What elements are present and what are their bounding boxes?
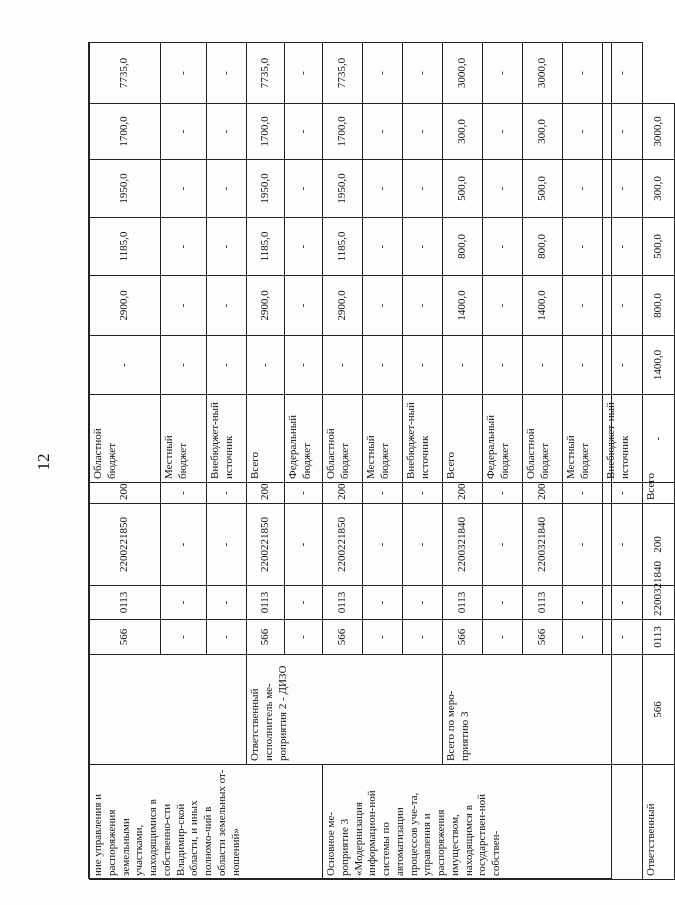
cell-dash: - (563, 483, 603, 504)
cell-source: Областной бюджет (323, 395, 363, 483)
cell-value: 1400,0 (523, 276, 563, 336)
cell-dash: - (285, 483, 323, 504)
cell-dash: - (161, 620, 207, 655)
cell-dash: - (563, 104, 603, 160)
cell-value: 2900,0 (247, 276, 285, 336)
budget-table (88, 42, 664, 879)
cell-dash: - (403, 483, 443, 504)
cell-dash: - (363, 483, 403, 504)
cell-vr: 200 (90, 483, 161, 504)
cell-dash: - (443, 336, 483, 395)
cell-dash: - (483, 276, 523, 336)
cell-value: 500,0 (523, 160, 563, 218)
cell-dash: - (403, 218, 443, 276)
cell-dash: - (643, 395, 675, 483)
cell-dash: - (563, 160, 603, 218)
cell-value: 300,0 (643, 160, 675, 218)
cell-dash: - (403, 160, 443, 218)
cell-grbs: 566 (443, 620, 483, 655)
cell-dash: - (603, 586, 643, 620)
cell-dash: - (161, 336, 207, 395)
cell-dash: - (363, 160, 403, 218)
cell-value: 1185,0 (90, 218, 161, 276)
cell-dash: - (207, 336, 247, 395)
cell-value: 300,0 (523, 104, 563, 160)
cell-dash: - (363, 218, 403, 276)
table-row (90, 43, 161, 880)
cell-dash: - (161, 276, 207, 336)
cell-dash: - (563, 620, 603, 655)
cell-dash: - (403, 104, 443, 160)
cell-value: 7735,0 (90, 43, 161, 104)
cell-dash: - (207, 483, 247, 504)
cell-dash: - (207, 104, 247, 160)
page-number: 12 (34, 453, 53, 471)
cell-dash: - (323, 336, 363, 395)
cell-main-event-3-name: Основное ме-роприятие 3 «Модернизация информацион-ной системы по автоматизации процессов уче-та, управления и распоряжения имуществом, находящимся в государствен-ной собствен- (323, 765, 643, 880)
cell-dash: - (563, 586, 603, 620)
cell-dash: - (483, 620, 523, 655)
cell-dash: - (563, 336, 603, 395)
cell-dash: - (207, 620, 247, 655)
cell-vr: 200 (323, 483, 363, 504)
cell-dash: - (523, 336, 563, 395)
cell-source: Областной бюджет (90, 395, 161, 483)
cell-dash: - (161, 504, 207, 586)
cell-dash: - (603, 160, 643, 218)
cell-grbs: 566 (643, 655, 675, 765)
cell-dash: - (603, 104, 643, 160)
cell-source: Внебюджет-ный источник (603, 395, 643, 483)
cell-dash: - (483, 160, 523, 218)
cell-rzpr: 0113 (323, 586, 363, 620)
cell-vr: 200 (643, 504, 675, 586)
cell-dash: - (603, 276, 643, 336)
cell-value: 500,0 (643, 218, 675, 276)
cell-dash: - (483, 43, 523, 104)
cell-grbs: 566 (523, 620, 563, 655)
cell-value: 1700,0 (247, 104, 285, 160)
cell-dash: - (207, 160, 247, 218)
cell-rzpr: 0113 (90, 586, 161, 620)
cell-dash: - (363, 336, 403, 395)
cell-dash: - (603, 504, 643, 586)
cell-dash: - (363, 276, 403, 336)
cell-main-event-2-name: ние управления и распоряжения земельными участками, находящимися в собственно-сти Владимир-ской области, и иных полномо-чий в области земельных от-ношений» (90, 765, 323, 880)
cell-source: Местный бюджет (363, 395, 403, 483)
cell-dash: - (161, 586, 207, 620)
cell-value: 800,0 (523, 218, 563, 276)
cell-source: Федеральный бюджет (483, 395, 523, 483)
cell-source: Всего (443, 395, 483, 483)
cell-empty (90, 655, 247, 765)
cell-rzpr: 0113 (643, 620, 675, 655)
cell-csr: 2200321840 (643, 586, 675, 620)
cell-dash: - (363, 586, 403, 620)
cell-dash: - (207, 586, 247, 620)
cell-dash: - (483, 218, 523, 276)
cell-vr: 200 (443, 483, 483, 504)
cell-dash: - (563, 43, 603, 104)
cell-dash: - (285, 620, 323, 655)
table-row (247, 43, 285, 880)
cell-rzpr: 0113 (443, 586, 483, 620)
cell-dash: - (161, 483, 207, 504)
cell-dash: - (483, 483, 523, 504)
cell-dash: - (207, 504, 247, 586)
cell-dash: - (161, 43, 207, 104)
cell-source: Внебюджет-ный источник (207, 395, 247, 483)
cell-dash: - (207, 43, 247, 104)
cell-value: 1950,0 (323, 160, 363, 218)
cell-dash: - (403, 336, 443, 395)
cell-rzpr: 0113 (523, 586, 563, 620)
cell-csr: 2200321840 (443, 504, 483, 586)
cell-source: Всего (247, 395, 285, 483)
cell-value: 1950,0 (90, 160, 161, 218)
cell-value: 7735,0 (323, 43, 363, 104)
cell-vr: 200 (523, 483, 563, 504)
cell-value: 3000,0 (443, 43, 483, 104)
cell-csr: 2200221850 (90, 504, 161, 586)
cell-value: 3000,0 (643, 104, 675, 160)
cell-dash: - (603, 218, 643, 276)
cell-dash: - (161, 218, 207, 276)
cell-value: 1185,0 (247, 218, 285, 276)
cell-dash: - (563, 218, 603, 276)
cell-responsible: Ответственный исполнитель ме-роприятия 2 - ДИЗО (247, 655, 443, 765)
cell-dash: - (563, 504, 603, 586)
cell-value: 800,0 (443, 218, 483, 276)
table-row (443, 43, 483, 880)
cell-csr: 2200221850 (323, 504, 363, 586)
cell-dash: - (285, 504, 323, 586)
cell-source: Всего (643, 483, 675, 504)
cell-value: 1950,0 (247, 160, 285, 218)
cell-dash: - (285, 336, 323, 395)
cell-grbs: 566 (323, 620, 363, 655)
cell-dash: - (363, 104, 403, 160)
cell-dash: - (563, 276, 603, 336)
cell-value: 1700,0 (323, 104, 363, 160)
cell-source: Областной бюджет (523, 395, 563, 483)
cell-dash: - (247, 336, 285, 395)
cell-dash: - (403, 586, 443, 620)
cell-dash: - (285, 43, 323, 104)
cell-dash: - (483, 104, 523, 160)
cell-dash: - (285, 104, 323, 160)
cell-source: Местный бюджет (563, 395, 603, 483)
cell-dash: - (161, 160, 207, 218)
cell-value: 1400,0 (643, 336, 675, 395)
table-row (643, 43, 675, 880)
cell-grbs: 566 (90, 620, 161, 655)
cell-value: 1185,0 (323, 218, 363, 276)
cell-dash: - (285, 218, 323, 276)
cell-dash: - (603, 336, 643, 395)
cell-dash: - (603, 483, 643, 504)
cell-dash: - (363, 620, 403, 655)
cell-dash: - (363, 43, 403, 104)
cell-value: 800,0 (643, 276, 675, 336)
cell-value: 2900,0 (90, 276, 161, 336)
cell-dash: - (363, 504, 403, 586)
cell-dash: - (483, 504, 523, 586)
cell-dash: - (207, 276, 247, 336)
cell-dash: - (285, 586, 323, 620)
cell-dash: - (285, 276, 323, 336)
cell-csr: 2200321840 (523, 504, 563, 586)
cell-value: 7735,0 (247, 43, 285, 104)
cell-value: 300,0 (443, 104, 483, 160)
cell-dash: - (483, 336, 523, 395)
cell-total-event-3: Всего по меро-приятию 3 (443, 655, 643, 765)
cell-dash: - (403, 43, 443, 104)
cell-source: Внебюджет-ный источник (403, 395, 443, 483)
cell-value: 1700,0 (90, 104, 161, 160)
cell-dash: - (403, 504, 443, 586)
cell-responsible: Ответственный (643, 765, 675, 880)
cell-dash: - (603, 620, 643, 655)
cell-rzpr: 0113 (247, 586, 285, 620)
cell-dash: - (603, 43, 643, 104)
cell-value: 3000,0 (523, 43, 563, 104)
cell-source: Местный бюджет (161, 395, 207, 483)
cell-value: 500,0 (443, 160, 483, 218)
cell-dash: - (403, 276, 443, 336)
cell-dash: - (161, 104, 207, 160)
cell-grbs: 566 (247, 620, 285, 655)
cell-dash: - (403, 620, 443, 655)
cell-dash: - (285, 160, 323, 218)
cell-vr: 200 (247, 483, 285, 504)
cell-value: - (90, 336, 161, 395)
cell-value: 2900,0 (323, 276, 363, 336)
cell-source: Федеральный бюджет (285, 395, 323, 483)
cell-csr: 2200221850 (247, 504, 285, 586)
cell-dash: - (483, 586, 523, 620)
cell-dash: - (207, 218, 247, 276)
cell-value: 1400,0 (443, 276, 483, 336)
